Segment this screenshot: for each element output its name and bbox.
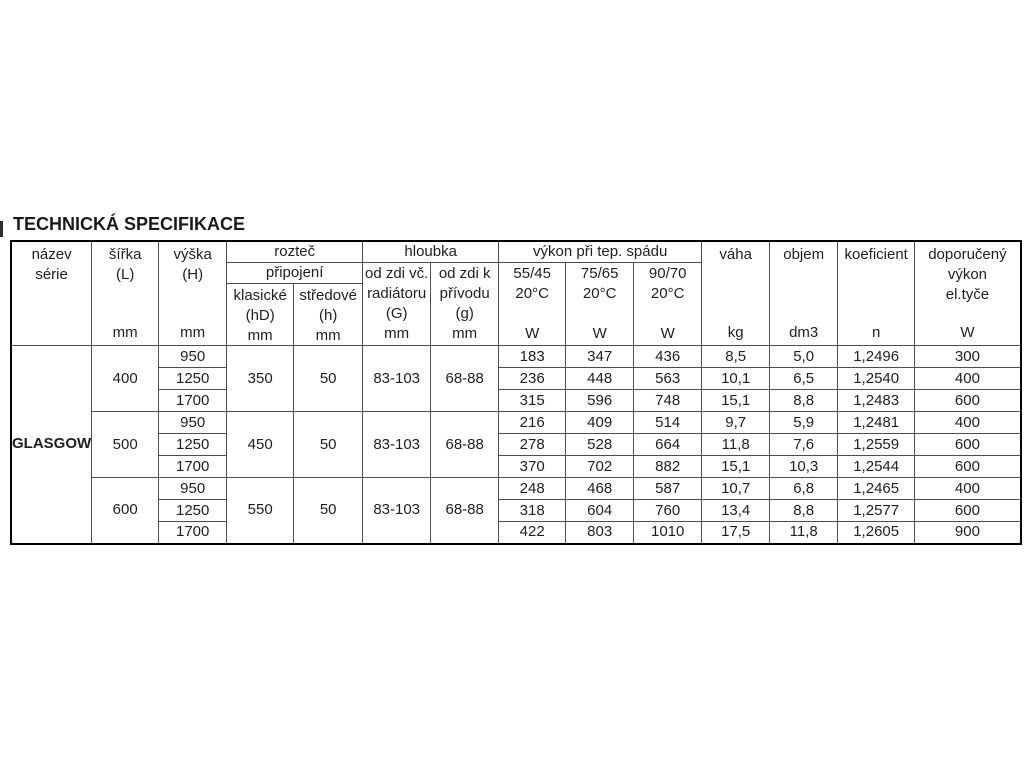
cell-vykon-7565: 596 [566,390,634,412]
header-doporuceny-unit: W [960,323,975,341]
cell-koeficient: 1,2481 [838,412,915,434]
header-stredove [294,284,363,346]
header-vyska-line1: výška [173,245,212,263]
header-vaha-label: váha [719,245,752,263]
header-klasicke-unit: mm [247,326,273,344]
cell-vykon-9070: 664 [634,434,702,456]
cell-vykon-9070: 563 [634,368,702,390]
header-9070-line2: 20°C [650,285,685,302]
header-doporuceny [915,241,1021,346]
cell-vyska: 1700 [159,522,227,544]
header-sirka-unit: mm [112,323,138,341]
header-objem-unit: dm3 [789,323,819,341]
cell-objem: 10,3 [770,456,838,478]
cell-vykon-7565: 448 [566,368,634,390]
cell-doporuceny: 600 [915,434,1021,456]
header-od-zdi-k-line3: (g) [455,305,474,322]
cell-vaha: 8,5 [702,346,770,368]
header-objem-label: objem [783,245,825,263]
cell-stredove: 50 [294,412,363,478]
header-9070-line1: 90/70 [648,265,687,282]
cell-od-zdi-vc: 83-103 [363,412,431,478]
cell-koeficient: 1,2540 [838,368,915,390]
header-od-zdi-k-line1: od zdi k [438,265,491,282]
cell-vykon-5545: 278 [499,434,566,456]
cell-koeficient: 1,2465 [838,478,915,500]
cell-vykon-7565: 468 [566,478,634,500]
header-subgroup-pripojeni: připojení [227,263,363,284]
cell-vaha: 10,1 [702,368,770,390]
cell-objem: 6,8 [770,478,838,500]
header-7565-line1: 75/65 [580,265,619,282]
header-5545-line2: 20°C [515,285,549,302]
header-5545 [499,263,566,346]
cell-vykon-9070: 587 [634,478,702,500]
cell-vykon-9070: 1010 [634,522,702,544]
cell-vykon-5545: 315 [499,390,566,412]
cell-vykon-5545: 248 [499,478,566,500]
cell-vykon-7565: 702 [566,456,634,478]
header-objem [770,241,838,346]
cell-stredove: 50 [294,478,363,544]
header-klasicke [227,284,294,346]
cell-od-zdi-k: 68-88 [431,412,499,478]
cell-series-name: GLASGOW [11,346,92,544]
header-vaha [702,241,770,346]
cell-koeficient: 1,2496 [838,346,915,368]
cell-vykon-7565: 409 [566,412,634,434]
header-klasicke-line2: (hD) [245,306,275,324]
header-group-hloubka: hloubka [363,241,499,263]
cell-doporuceny: 300 [915,346,1021,368]
cell-od-zdi-vc: 83-103 [363,478,431,544]
header-od-zdi-vc [363,263,431,346]
cell-vykon-9070: 882 [634,456,702,478]
cell-klasicke: 550 [227,478,294,544]
cell-objem: 8,8 [770,390,838,412]
cell-vaha: 9,7 [702,412,770,434]
header-doporuceny-line3: el.tyče [945,285,990,303]
header-od-zdi-k-line2: přívodu [439,285,490,302]
header-koeficient [838,241,915,346]
header-9070-unit: W [660,325,675,342]
cell-sirka: 500 [92,412,159,478]
cell-vykon-5545: 236 [499,368,566,390]
cell-doporuceny: 600 [915,456,1021,478]
header-vyska-line2: (H) [182,265,204,283]
header-od-zdi-vc-line3: (G) [385,305,408,322]
cell-vaha: 15,1 [702,456,770,478]
header-7565 [566,263,634,346]
cell-doporuceny: 400 [915,412,1021,434]
header-sirka-line1: šířka [108,245,142,263]
header-vyska [159,241,227,346]
cell-klasicke: 350 [227,346,294,412]
header-stredove-line2: (h) [318,306,338,324]
cell-vaha: 11,8 [702,434,770,456]
cell-stredove: 50 [294,346,363,412]
cell-objem: 5,9 [770,412,838,434]
header-7565-line2: 20°C [582,285,617,302]
header-group-roztec: rozteč [227,241,363,263]
header-od-zdi-k-unit: mm [452,325,478,342]
cell-koeficient: 1,2544 [838,456,915,478]
header-koeficient-unit: n [872,323,881,341]
cell-vykon-5545: 318 [499,500,566,522]
cell-vykon-9070: 436 [634,346,702,368]
cell-od-zdi-k: 68-88 [431,478,499,544]
cell-vaha: 15,1 [702,390,770,412]
cell-objem: 8,8 [770,500,838,522]
header-5545-line1: 55/45 [513,265,551,282]
cell-koeficient: 1,2559 [838,434,915,456]
cell-doporuceny: 400 [915,478,1021,500]
cell-vykon-7565: 528 [566,434,634,456]
cell-vyska: 1250 [159,368,227,390]
cell-vykon-9070: 748 [634,390,702,412]
header-sirka-line2: (L) [115,265,135,283]
header-nazev-line1: název [31,245,72,263]
cell-doporuceny: 600 [915,500,1021,522]
header-nazev-line2: série [35,265,68,283]
header-klasicke-line1: klasické [233,286,287,304]
cell-vaha: 10,7 [702,478,770,500]
cell-vykon-5545: 422 [499,522,566,544]
cell-vyska: 1250 [159,500,227,522]
cell-vyska: 1250 [159,434,227,456]
cell-vyska: 1700 [159,456,227,478]
cell-vykon-5545: 370 [499,456,566,478]
cell-doporuceny: 900 [915,522,1021,544]
header-od-zdi-k [431,263,499,346]
cell-koeficient: 1,2605 [838,522,915,544]
header-group-vykon: výkon při tep. spádu [499,241,702,263]
left-edge-artifact [0,221,3,237]
header-od-zdi-vc-line1: od zdi vč. [364,265,429,282]
cell-sirka: 600 [92,478,159,544]
header-sirka [92,241,159,346]
header-9070 [634,263,702,346]
cell-objem: 7,6 [770,434,838,456]
spec-table [10,240,1022,545]
cell-vykon-5545: 216 [499,412,566,434]
cell-vykon-7565: 604 [566,500,634,522]
cell-koeficient: 1,2577 [838,500,915,522]
cell-vykon-7565: 803 [566,522,634,544]
cell-vykon-9070: 760 [634,500,702,522]
cell-od-zdi-k: 68-88 [431,346,499,412]
header-od-zdi-vc-line2: radiátoru [367,285,427,302]
header-od-zdi-vc-unit: mm [384,325,410,342]
cell-koeficient: 1,2483 [838,390,915,412]
cell-objem: 6,5 [770,368,838,390]
header-vaha-unit: kg [727,323,744,341]
header-doporuceny-line1: doporučený [928,245,1007,263]
cell-objem: 11,8 [770,522,838,544]
cell-vyska: 950 [159,412,227,434]
cell-vyska: 950 [159,346,227,368]
cell-vaha: 13,4 [702,500,770,522]
header-nazev-serie [11,241,92,346]
header-koeficient-label: koeficient [844,245,908,263]
cell-sirka: 400 [92,346,159,412]
header-vyska-unit: mm [180,323,206,341]
cell-doporuceny: 400 [915,368,1021,390]
cell-vaha: 17,5 [702,522,770,544]
header-5545-unit: W [525,325,540,342]
cell-klasicke: 450 [227,412,294,478]
page-title: TECHNICKÁ SPECIFIKACE [13,214,246,234]
cell-doporuceny: 600 [915,390,1021,412]
cell-vyska: 950 [159,478,227,500]
header-doporuceny-line2: výkon [947,265,988,283]
cell-vykon-7565: 347 [566,346,634,368]
header-stredove-line1: středové [299,286,357,304]
cell-objem: 5,0 [770,346,838,368]
cell-vykon-9070: 514 [634,412,702,434]
cell-vyska: 1700 [159,390,227,412]
header-7565-unit: W [592,325,607,342]
cell-od-zdi-vc: 83-103 [363,346,431,412]
cell-vykon-5545: 183 [499,346,566,368]
header-stredove-unit: mm [315,326,341,344]
